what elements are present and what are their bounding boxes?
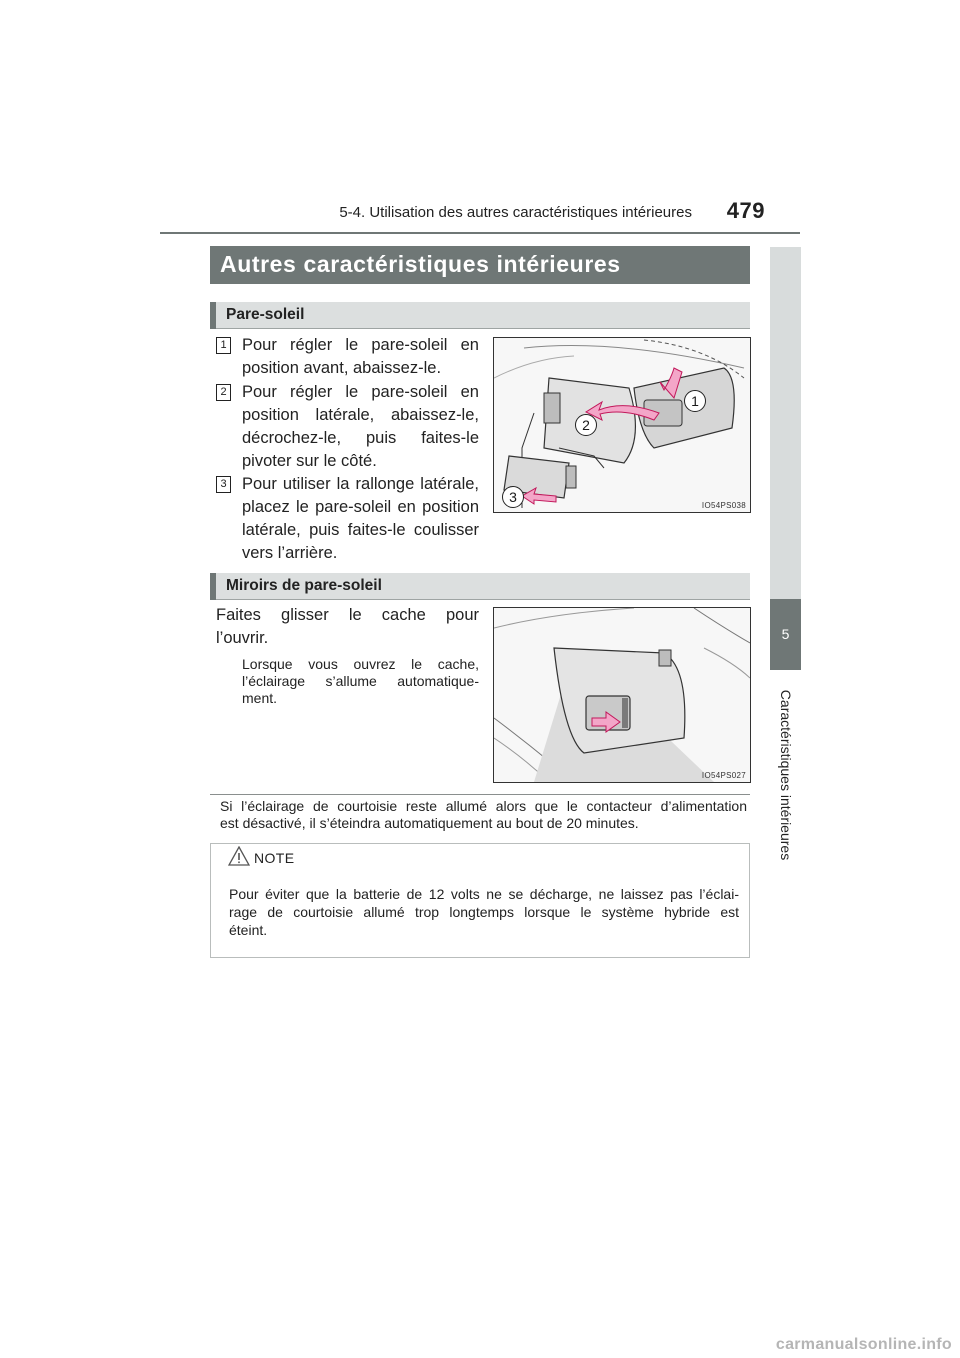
step-1-number: 1 xyxy=(216,337,231,354)
mirror-instruction xyxy=(216,604,479,650)
step-1-text xyxy=(242,334,479,380)
step-3-line-3: latérale, puis faites-le coulisser xyxy=(242,521,479,539)
courtesy-line-2: est désactivé, il s’éteindra automatiquement au bout de 20 minutes. xyxy=(220,815,639,831)
step-2-text xyxy=(242,381,479,473)
step-3-line-2: placez le pare-soleil en position xyxy=(242,498,479,516)
step-1-line-1: Pour régler le pare-soleil en xyxy=(242,336,479,354)
courtesy-line-1: Si l’éclairage de courtoisie reste allumé alors que le contacteur d’alimentation xyxy=(220,798,747,814)
sun-visor-heading-bar xyxy=(210,302,750,329)
chapter-tab-label-text: Caractéristiques intérieures xyxy=(777,689,794,861)
chapter-tab-number: 5 xyxy=(770,599,801,670)
sun-visor-heading: Pare-soleil xyxy=(226,306,305,323)
page-title-bar xyxy=(210,246,750,284)
sun-visor-drawing xyxy=(494,338,750,512)
courtesy-light-info xyxy=(220,798,747,832)
section-title: 5-4. Utilisation des autres caractéristiques intérieures xyxy=(339,204,692,221)
watermark: carmanualsonline.info xyxy=(775,1336,952,1353)
sun-visor-figure-code: IO54PS038 xyxy=(701,501,746,510)
step-3-line-1: Pour utiliser la rallonge latérale, xyxy=(242,475,479,493)
notice-title: NOTE xyxy=(254,850,295,866)
mirror-light-note xyxy=(242,656,479,707)
warning-icon xyxy=(228,846,250,866)
mirror-line-2: l’ouvrir. xyxy=(216,629,269,647)
vanity-mirror-figure-code: IO54PS027 xyxy=(701,771,746,780)
vanity-mirror-drawing xyxy=(494,608,750,782)
sun-visor-illustration xyxy=(493,337,751,513)
step-2-line-1: Pour régler le pare-soleil en xyxy=(242,383,479,401)
mirror-note-line-2: l’éclairage s’allume automatique- xyxy=(242,673,479,689)
page-title: Autres caractéristiques intérieures xyxy=(220,251,621,277)
notice-line-3: éteint. xyxy=(229,922,268,938)
mirror-note-line-3: ment. xyxy=(242,690,278,706)
mirror-note-line-1: Lorsque vous ouvrez le cache, xyxy=(242,656,479,672)
chapter-tab-label xyxy=(770,680,801,870)
step-1-line-2: position avant, abaissez-le. xyxy=(242,359,442,377)
page-number: 479 xyxy=(726,198,765,223)
callout-3: 3 xyxy=(502,486,524,508)
footer xyxy=(0,1330,960,1358)
step-2-line-4: pivoter sur le côté. xyxy=(242,452,377,470)
mirror-line-1: Faites glisser le cache pour xyxy=(216,606,479,624)
step-2-number: 2 xyxy=(216,384,231,401)
callout-2: 2 xyxy=(575,414,597,436)
mirror-heading-bar xyxy=(210,573,750,600)
notice-line-2: rage de courtoisie allumé trop longtemps lorsque le système hybride est xyxy=(229,904,739,920)
step-2-line-3: décrochez-le, puis faites-le xyxy=(242,429,479,447)
step-3-number: 3 xyxy=(216,476,231,493)
mirror-heading: Miroirs de pare-soleil xyxy=(226,577,382,594)
vanity-mirror-illustration xyxy=(493,607,751,783)
info-rule xyxy=(210,794,750,795)
callout-1: 1 xyxy=(684,390,706,412)
step-3-text xyxy=(242,473,479,565)
step-3-line-4: vers l’arrière. xyxy=(242,544,338,562)
step-2-line-2: position latérale, abaissez-le, xyxy=(242,406,479,424)
header-rule xyxy=(160,232,800,234)
notice-line-1: Pour éviter que la batterie de 12 volts ne se décharge, ne laissez pas l’éclai- xyxy=(229,886,739,902)
notice-text xyxy=(229,885,739,939)
